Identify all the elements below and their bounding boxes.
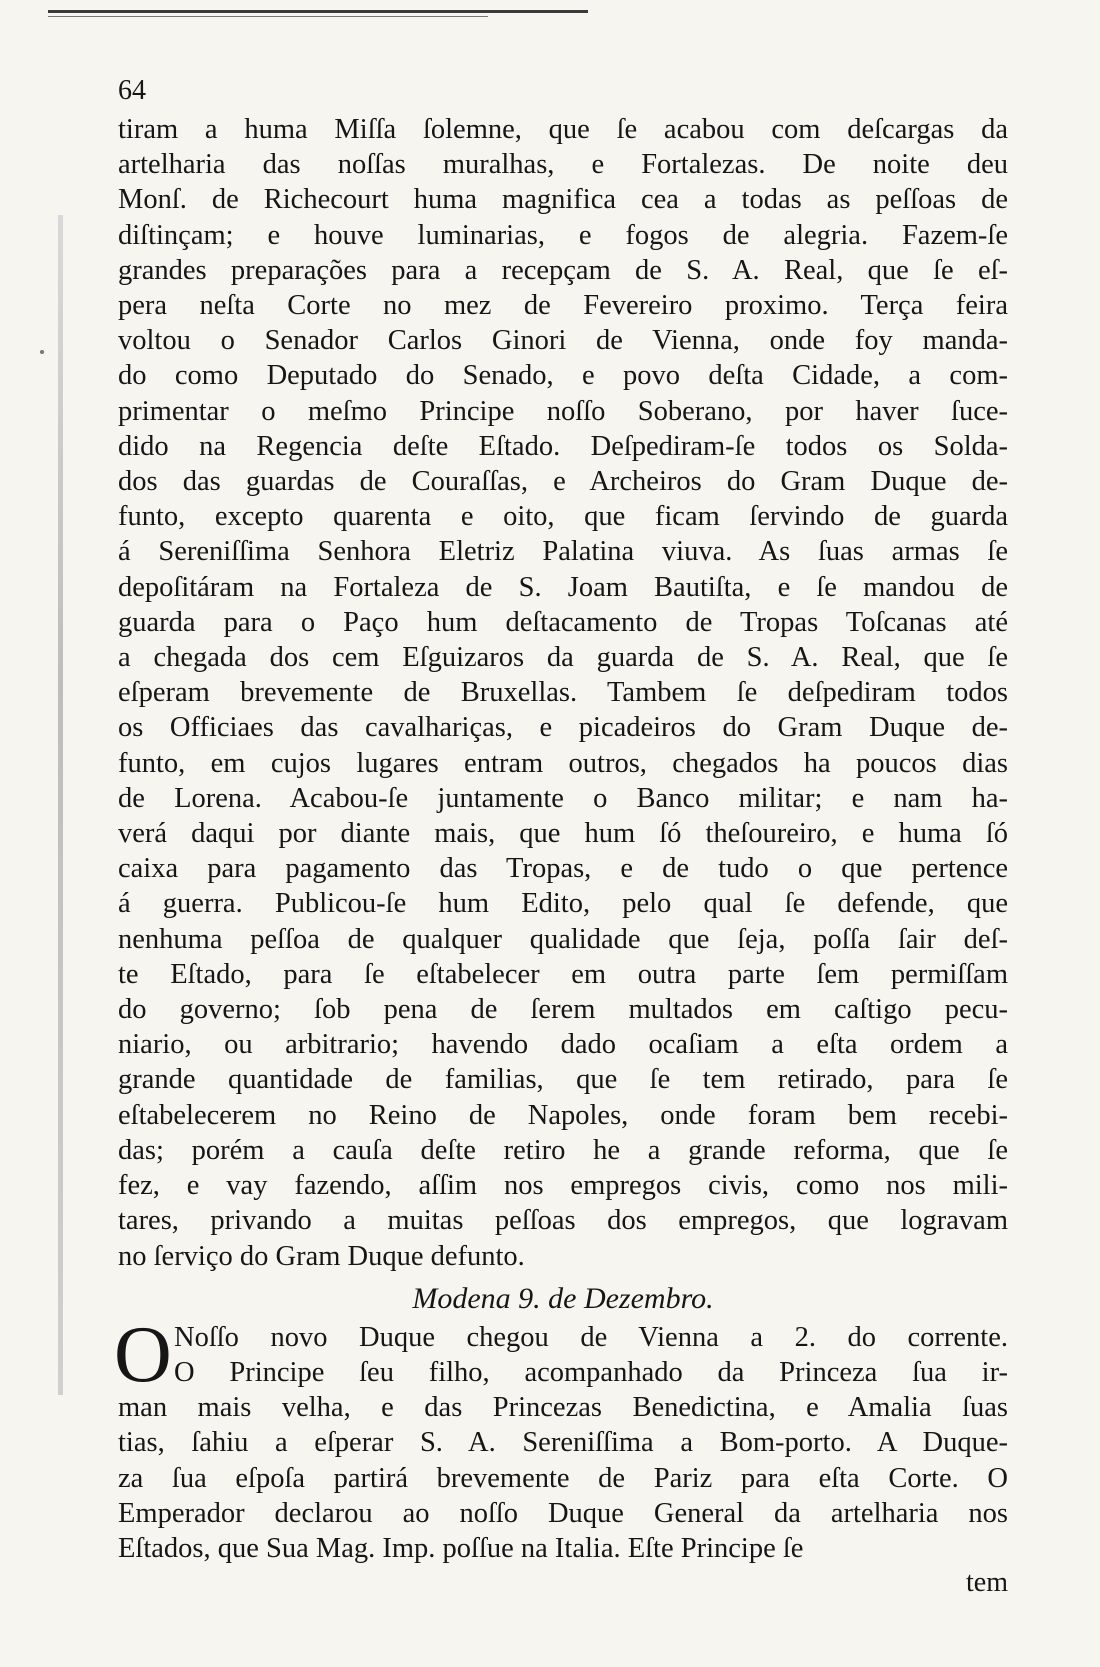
text-line: primentar o meſmo Principe noſſo Soberano, por haver ſuce-: [118, 395, 1008, 427]
text-line: fez, e vay fazendo, aſſim nos empregos civis, como nos mili-: [118, 1170, 1008, 1202]
text-line: Noſſo novo Duque chegou de Vienna a 2. do corrente.: [174, 1321, 1008, 1353]
top-border-rule-thin: [48, 16, 488, 17]
margin-mark: [40, 350, 44, 354]
text-line: dos das guardas de Couraſſas, e Archeiros do Gram Duque de-: [118, 466, 1008, 498]
text-line: Eſtados, que Sua Mag. Imp. poſſue na Italia. Eſte Principe ſe: [118, 1532, 804, 1564]
text-line: funto, excepto quarenta e oito, que ficam ſervindo de guarda: [118, 501, 1008, 533]
text-line: eſtabelecerem no Reino de Napoles, onde foram bem recebi-: [118, 1099, 1008, 1131]
text-line: Monſ. de Richecourt huma magnifica cea a todas as peſſoas de: [118, 184, 1008, 216]
top-border-rule: [48, 10, 588, 13]
text-line: depoſitáram na Fortaleza de S. Joam Bautiſta, e ſe mandou de: [118, 571, 1008, 603]
text-line: Emperador declarou ao noſſo Duque General da artelharia nos: [118, 1497, 1008, 1529]
text-line: eſperam brevemente de Bruxellas. Tambem ſe deſpediram todos: [118, 677, 1008, 709]
catchword: tem: [966, 1567, 1008, 1599]
text-line: dido na Regencia deſte Eſtado. Deſpediram-ſe todos os Solda-: [118, 430, 1008, 462]
text-line: pera neſta Corte no mez de Fevereiro proximo. Terça feira: [118, 290, 1008, 322]
page-number: 64: [118, 75, 146, 106]
text-line: funto, em cujos lugares entram outros, chegados ha poucos dias: [118, 747, 1008, 779]
page-body: [114, 74, 1008, 1600]
text-line: á Sereniſſima Senhora Eletriz Palatina viuva. As ſuas armas ſe: [118, 536, 1008, 568]
paragraph-modena: [114, 1310, 1008, 1566]
text-line: á guerra. Publicou-ſe hum Edito, pelo qual ſe defende, que: [118, 888, 1008, 920]
text-line: guarda para o Paço hum deſtacamento de Tropas Toſcanas até: [118, 606, 1008, 638]
text-line: te Eſtado, para ſe eſtabelecer em outra parte ſem permiſſam: [118, 958, 1008, 990]
text-line: grande quantidade de familias, que ſe tem retirado, para ſe: [118, 1064, 1008, 1096]
text-line: tias, ſahiu a eſperar S. A. Sereniſſima a Bom-porto. A Duque-: [118, 1427, 1008, 1459]
text-line: O Principe ſeu filho, acompanhado da Princeza ſua ir-: [174, 1356, 1008, 1388]
text-line: niario, ou arbitrario; havendo dado ocaſiam a eſta ordem a: [118, 1029, 1008, 1061]
text-line: tiram a huma Miſſa ſolemne, que ſe acabou com deſcargas da: [118, 114, 1008, 145]
paragraph-florence: [118, 112, 1008, 1274]
drop-cap: O: [114, 1310, 172, 1399]
text-line: os Officiaes das cavalhariças, e picadeiros do Gram Duque de-: [118, 712, 1008, 744]
text-line: diſtinçam; e houve luminarias, e fogos de alegria. Fazem-ſe: [118, 219, 1008, 251]
text-line: caixa para pagamento das Tropas, e de tudo o que pertence: [118, 853, 1008, 885]
text-line: das; porém a cauſa deſte retiro he a grande reforma, que ſe: [118, 1134, 1008, 1166]
text-line: nenhuma peſſoa de qualquer qualidade que ſeja, poſſa ſair deſ-: [118, 923, 1008, 955]
text-line: do governo; ſob pena de ſerem multados em caſtigo pecu-: [118, 994, 1008, 1026]
text-line: voltou o Senador Carlos Ginori de Vienna, onde foy manda-: [118, 325, 1008, 357]
text-line: grandes preparações para a recepçam de S. A. Real, que ſe eſ-: [118, 254, 1008, 286]
text-line: a chegada dos cem Eſguizaros da guarda de S. A. Real, que ſe: [118, 642, 1008, 674]
text-line: artelharia das noſſas muralhas, e Fortalezas. De noite deu: [118, 149, 1008, 181]
text-line: no ſerviço do Gram Duque defunto.: [118, 1240, 525, 1272]
binding-shadow: [58, 215, 63, 1395]
text-line: tares, privando a muitas peſſoas dos empregos, que logravam: [118, 1205, 1008, 1237]
text-line: de Lorena. Acabou-ſe juntamente o Banco militar; e nam ha-: [118, 782, 1008, 814]
text-line: do como Deputado do Senado, e povo deſta Cidade, a com-: [118, 360, 1008, 392]
text-line: man mais velha, e das Princezas Benedictina, e Amalia ſuas: [118, 1392, 1008, 1424]
dateline-modena: Modena 9. de Dezembro.: [412, 1281, 714, 1315]
text-line: za ſua eſpoſa partirá brevemente de Pariz para eſta Corte. O: [118, 1462, 1008, 1494]
text-line: verá daqui por diante mais, que hum ſó theſoureiro, e huma ſó: [118, 818, 1008, 850]
